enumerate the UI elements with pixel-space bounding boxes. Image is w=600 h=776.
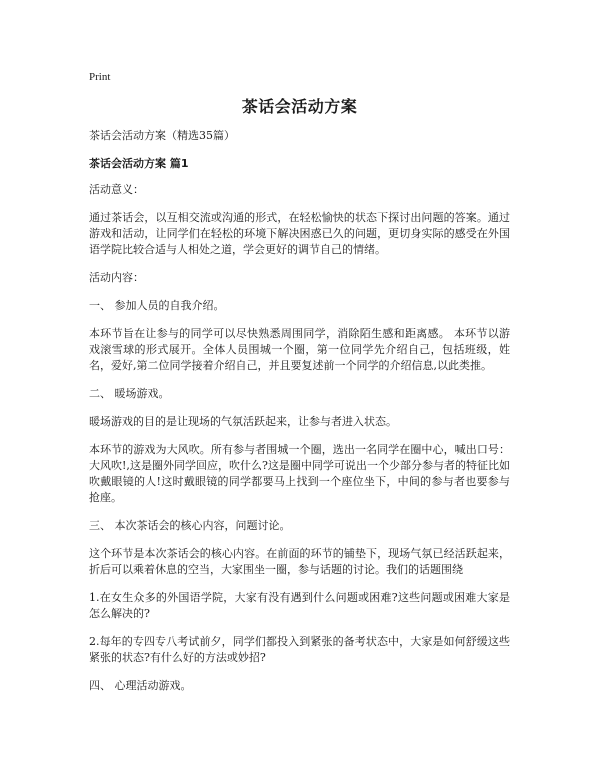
discussion-item-2: 2.每年的专四专八考试前夕，同学们都投入到紧张的备考状态中，大家是如何舒缓这些紧张的状态?有什么好的方法或妙招?	[89, 635, 510, 664]
part-one-heading: 一、 参加人员的自我介绍。	[89, 299, 225, 312]
activity-meaning-text: 通过茶话会，以互相交流或沟通的形式，在轻松愉快的状态下探讨出问题的答案。通过游戏和活动，让同学们在轻松的环境下解决困惑已久的问题，更切身实际的感受在外国语学院比较合适与人相处之道，学会更好的调节自己的情绪。	[89, 211, 510, 256]
document-title: 茶话会活动方案	[241, 97, 358, 116]
activity-content-label: 活动内容：	[89, 271, 144, 284]
part-one-text: 本环节旨在让参与的同学可以尽快熟悉周围同学，消除陌生感和距离感。 本环节以游戏滚雪球的形式展开。全体人员围城一个圈，第一位同学先介绍自己，包括班级，姓名，爱好,第二位同学接着介绍自己，并且要复述前一个同学的介绍信息,以此类推。	[89, 327, 510, 372]
part-three-heading: 三、 本次茶话会的核心内容，问题讨论。	[89, 519, 291, 532]
section-title: 茶话会活动方案 篇1	[89, 157, 189, 170]
print-label: Print	[89, 71, 111, 83]
document-subtitle: 茶话会活动方案（精选35篇）	[89, 129, 235, 142]
part-three-text: 这个环节是本次茶话会的核心内容。在前面的环节的铺垫下，现场气氛已经活跃起来，折后可以乘着休息的空当，大家围坐一圈，参与话题的讨论。我们的话题围绕	[89, 547, 510, 576]
part-two-text: 本环节的游戏为大风吹。所有参与者围城一个圈，选出一名同学在圈中心，喊出口号：大风吹!,这是圈外同学回应，吹什么?这是圈中同学可说出一个少部分参与者的特征比如吹戴眼镜的人!这时戴眼镜的同学都要马上找到一个座位坐下，中间的参与者也要参与抢座。	[89, 443, 510, 504]
activity-meaning-label: 活动意义：	[89, 183, 144, 196]
part-four-heading: 四、 心理活动游戏。	[89, 679, 192, 692]
part-two-intro: 暖场游戏的目的是让现场的气氛活跃起来，让参与者进入状态。	[89, 415, 397, 428]
discussion-item-1: 1.在女生众多的外国语学院，大家有没有遇到什么问题或困难?这些问题或困难大家是怎么解决的?	[89, 591, 510, 620]
part-two-heading: 二、 暖场游戏。	[89, 387, 170, 400]
